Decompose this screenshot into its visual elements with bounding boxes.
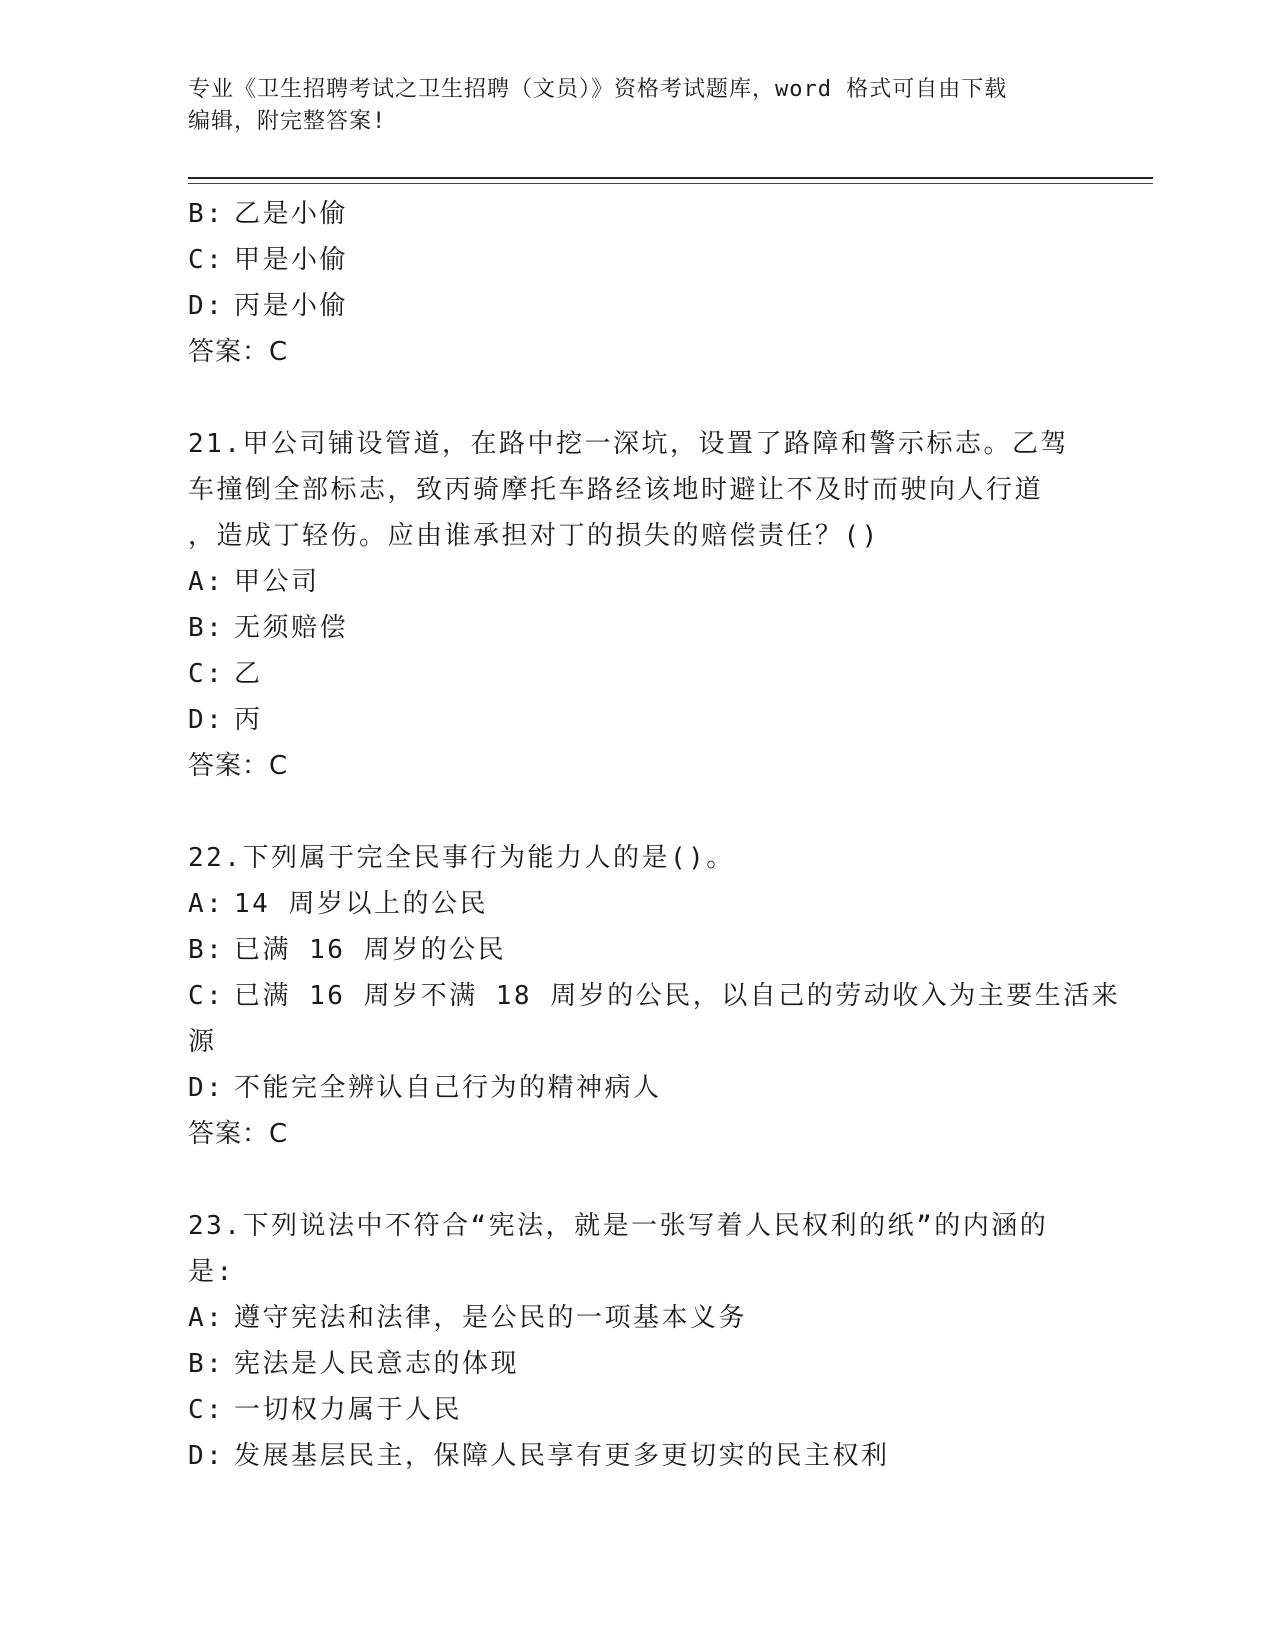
header-divider-thick <box>188 177 1153 179</box>
option-a: A: 甲公司 <box>188 567 320 597</box>
option-d: D: 丙 <box>188 705 263 735</box>
option-c: C: 已满 16 周岁不满 18 周岁的公民，以自己的劳动收入为主要生活来 <box>188 981 1121 1011</box>
option-c: C: 乙 <box>188 659 263 689</box>
prev-question-block <box>188 191 1078 375</box>
option-a: A: 14 周岁以上的公民 <box>188 889 488 919</box>
question-text-line: 23.下列说法中不符合“宪法，就是一张写着人民权利的纸”的内涵的 <box>188 1211 1049 1241</box>
option-a: A: 遵守宪法和法律，是公民的一项基本义务 <box>188 1303 748 1333</box>
question-text-line: 22.下列属于完全民事行为能力人的是()。 <box>188 843 735 873</box>
question-content <box>188 191 1121 1479</box>
question-text-line: 21.甲公司铺设管道，在路中挖一深坑，设置了路障和警示标志。乙驾 <box>188 429 1069 459</box>
option-b: B: 已满 16 周岁的公民 <box>188 935 507 965</box>
question-text-line: ，造成丁轻伤。应由谁承担对丁的损失的赔偿责任？() <box>188 521 880 551</box>
header-line-1: 专业《卫生招聘考试之卫生招聘（文员）》资格考试题库，word 格式可自由下载 <box>188 77 1008 102</box>
option-b: B: 宪法是人民意志的体现 <box>188 1349 520 1379</box>
option-d: D: 丙是小偷 <box>188 291 349 321</box>
header-divider-thin <box>188 183 1153 184</box>
option-d: D: 不能完全辨认自己行为的精神病人 <box>188 1073 662 1103</box>
answer-line: 答案：C <box>188 751 289 781</box>
question-text-line: 是: <box>188 1257 235 1287</box>
answer-line: 答案：C <box>188 337 289 367</box>
option-c: C: 一切权力属于人民 <box>188 1395 463 1425</box>
answer-line: 答案：C <box>188 1119 289 1149</box>
question-text-line: 车撞倒全部标志，致丙骑摩托车路经该地时避让不及时而驶向人行道 <box>188 475 1044 505</box>
option-d: D: 发展基层民主，保障人民享有更多更切实的民主权利 <box>188 1441 890 1471</box>
option-b: B: 无须赔偿 <box>188 613 349 643</box>
question-22 <box>188 835 1121 1157</box>
option-c-continuation: 源 <box>188 1027 217 1057</box>
question-21 <box>188 421 1078 789</box>
question-23 <box>188 1203 1078 1479</box>
option-c: C: 甲是小偷 <box>188 245 349 275</box>
option-b: B: 乙是小偷 <box>188 199 349 229</box>
header-line-2: 编辑，附完整答案! <box>188 109 387 134</box>
document-header <box>188 74 1068 138</box>
